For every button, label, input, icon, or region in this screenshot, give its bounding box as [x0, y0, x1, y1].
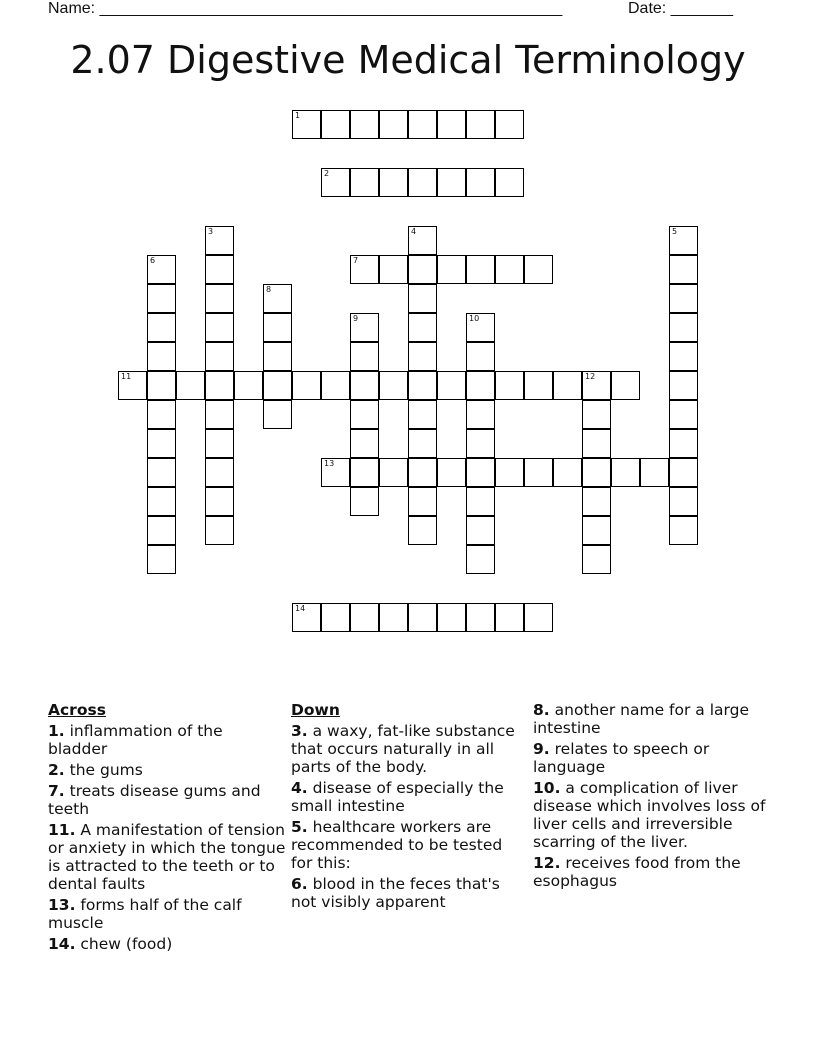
grid-cell[interactable]: [321, 603, 350, 632]
grid-cell[interactable]: [524, 603, 553, 632]
grid-cell[interactable]: [437, 255, 466, 284]
cell-number: 7: [353, 256, 359, 265]
grid-cell[interactable]: [205, 255, 234, 284]
clue-text: healthcare workers are recommended to be tested for this:: [291, 818, 503, 872]
grid-cell[interactable]: [205, 284, 234, 313]
grid-cell[interactable]: [466, 603, 495, 632]
clue-number: 1.: [48, 722, 65, 740]
grid-cell[interactable]: [205, 458, 234, 487]
cell-number: 3: [208, 227, 214, 236]
clue-number: 8.: [533, 701, 550, 719]
grid-cell[interactable]: [350, 400, 379, 429]
grid-cell[interactable]: [524, 371, 553, 400]
grid-cell[interactable]: [147, 371, 176, 400]
grid-cell[interactable]: [582, 516, 611, 545]
date-label: Date: _______: [628, 0, 733, 17]
grid-cell[interactable]: [205, 226, 234, 255]
grid-cell[interactable]: [466, 487, 495, 516]
cell-number: 9: [353, 314, 359, 323]
clue-down-8: [533, 701, 769, 737]
clue-across-14: [48, 935, 286, 953]
grid-cell[interactable]: [669, 458, 698, 487]
clue-down-4: [291, 779, 527, 815]
cell-number: 13: [324, 459, 335, 468]
grid-cell[interactable]: [379, 110, 408, 139]
grid-cell[interactable]: [582, 458, 611, 487]
grid-cell[interactable]: [466, 255, 495, 284]
grid-cell[interactable]: [263, 400, 292, 429]
grid-cell[interactable]: [205, 516, 234, 545]
clue-across-11: [48, 821, 286, 893]
cell-number: 14: [295, 604, 306, 613]
cell-number: 12: [585, 372, 596, 381]
cell-number: 11: [121, 372, 132, 381]
grid-cell[interactable]: [379, 603, 408, 632]
grid-cell[interactable]: [524, 255, 553, 284]
clue-text: the gums: [69, 761, 143, 779]
clue-text: a complication of liver disease which involves loss of liver cells and irreversible scarring of the liver.: [533, 779, 766, 851]
clue-down-12: [533, 854, 769, 890]
grid-cell[interactable]: [147, 313, 176, 342]
page-title: 2.07 Digestive Medical Terminology: [70, 38, 746, 82]
grid-cell[interactable]: [466, 458, 495, 487]
grid-cell[interactable]: [669, 342, 698, 371]
grid-cell[interactable]: [466, 400, 495, 429]
clue-across-2: [48, 761, 286, 779]
grid-cell[interactable]: [205, 313, 234, 342]
clue-text: disease of especially the small intestine: [291, 779, 504, 815]
grid-cell[interactable]: [437, 371, 466, 400]
grid-cell[interactable]: [495, 110, 524, 139]
across-clues: [48, 701, 286, 956]
clue-number: 4.: [291, 779, 308, 797]
clue-across-1: [48, 722, 286, 758]
grid-cell[interactable]: [466, 110, 495, 139]
grid-cell[interactable]: [205, 487, 234, 516]
grid-cell[interactable]: [669, 284, 698, 313]
grid-cell[interactable]: [350, 255, 379, 284]
grid-cell[interactable]: [350, 342, 379, 371]
grid-cell[interactable]: [466, 545, 495, 574]
clue-text: forms half of the calf muscle: [48, 896, 242, 932]
cell-number: 5: [672, 227, 678, 236]
grid-cell[interactable]: [582, 429, 611, 458]
grid-cell[interactable]: [379, 168, 408, 197]
grid-cell[interactable]: [582, 545, 611, 574]
grid-cell[interactable]: [205, 429, 234, 458]
grid-cell[interactable]: [495, 168, 524, 197]
grid-cell[interactable]: [408, 516, 437, 545]
down-clues: [291, 701, 527, 914]
cell-number: 10: [469, 314, 480, 323]
grid-cell[interactable]: [350, 487, 379, 516]
cell-number: 2: [324, 169, 330, 178]
grid-cell[interactable]: [466, 313, 495, 342]
grid-cell[interactable]: [466, 371, 495, 400]
grid-cell[interactable]: [466, 516, 495, 545]
clue-number: 9.: [533, 740, 550, 758]
grid-cell[interactable]: [408, 342, 437, 371]
cell-number: 6: [150, 256, 156, 265]
grid-cell[interactable]: [495, 371, 524, 400]
grid-cell[interactable]: [292, 110, 321, 139]
cell-number: 8: [266, 285, 272, 294]
grid-cell[interactable]: [408, 603, 437, 632]
grid-cell[interactable]: [408, 313, 437, 342]
clue-text: chew (food): [80, 935, 173, 953]
grid-cell[interactable]: [524, 458, 553, 487]
grid-cell[interactable]: [669, 516, 698, 545]
grid-cell[interactable]: [292, 371, 321, 400]
clue-number: 6.: [291, 875, 308, 893]
grid-cell[interactable]: [495, 255, 524, 284]
grid-cell[interactable]: [350, 458, 379, 487]
grid-cell[interactable]: [321, 458, 350, 487]
clue-text: receives food from the esophagus: [533, 854, 741, 890]
grid-cell[interactable]: [147, 545, 176, 574]
down-clues-continued: [533, 701, 769, 893]
clue-text: treats disease gums and teeth: [48, 782, 261, 818]
grid-cell[interactable]: [350, 603, 379, 632]
grid-cell[interactable]: [466, 168, 495, 197]
clue-text: another name for a large intestine: [533, 701, 749, 737]
grid-cell[interactable]: [263, 284, 292, 313]
grid-cell[interactable]: [437, 110, 466, 139]
clue-down-9: [533, 740, 769, 776]
grid-cell[interactable]: [205, 371, 234, 400]
clue-down-6: [291, 875, 527, 911]
grid-cell[interactable]: [147, 487, 176, 516]
grid-cell[interactable]: [582, 487, 611, 516]
grid-cell[interactable]: [147, 458, 176, 487]
grid-cell[interactable]: [553, 371, 582, 400]
clue-number: 14.: [48, 935, 76, 953]
grid-cell[interactable]: [495, 603, 524, 632]
cell-number: 1: [295, 111, 301, 120]
grid-cell[interactable]: [495, 458, 524, 487]
grid-cell[interactable]: [669, 313, 698, 342]
grid-cell[interactable]: [321, 110, 350, 139]
grid-cell[interactable]: [408, 168, 437, 197]
grid-cell[interactable]: [669, 371, 698, 400]
grid-cell[interactable]: [669, 255, 698, 284]
grid-cell[interactable]: [379, 371, 408, 400]
clue-number: 12.: [533, 854, 561, 872]
grid-cell[interactable]: [147, 284, 176, 313]
clue-text: blood in the feces that's not visibly apparent: [291, 875, 500, 911]
grid-cell[interactable]: [466, 429, 495, 458]
grid-cell[interactable]: [379, 255, 408, 284]
across-heading: Across: [48, 701, 106, 719]
clue-number: 10.: [533, 779, 561, 797]
grid-cell[interactable]: [582, 371, 611, 400]
grid-cell[interactable]: [263, 313, 292, 342]
down-heading: Down: [291, 701, 340, 719]
grid-cell[interactable]: [234, 371, 263, 400]
grid-cell[interactable]: [176, 371, 205, 400]
grid-cell[interactable]: [205, 342, 234, 371]
grid-cell[interactable]: [611, 371, 640, 400]
grid-cell[interactable]: [640, 458, 669, 487]
grid-cell[interactable]: [350, 371, 379, 400]
clue-number: 11.: [48, 821, 76, 839]
name-label: Name: ____________________________________________________: [48, 0, 563, 17]
clue-text: A manifestation of tension or anxiety in which the tongue is attracted to the teeth or to dental faults: [48, 821, 286, 893]
grid-cell[interactable]: [321, 371, 350, 400]
clue-down-5: [291, 818, 527, 872]
grid-cell[interactable]: [350, 429, 379, 458]
grid-cell[interactable]: [350, 168, 379, 197]
grid-cell[interactable]: [408, 400, 437, 429]
grid-cell[interactable]: [379, 458, 408, 487]
grid-cell[interactable]: [553, 458, 582, 487]
grid-cell[interactable]: [118, 371, 147, 400]
grid-cell[interactable]: [669, 226, 698, 255]
clue-number: 13.: [48, 896, 76, 914]
clue-text: a waxy, fat-like substance that occurs naturally in all parts of the body.: [291, 722, 515, 776]
grid-cell[interactable]: [408, 429, 437, 458]
clue-across-13: [48, 896, 286, 932]
grid-cell[interactable]: [350, 110, 379, 139]
grid-cell[interactable]: [582, 400, 611, 429]
grid-cell[interactable]: [466, 342, 495, 371]
grid-cell[interactable]: [147, 429, 176, 458]
grid-cell[interactable]: [408, 110, 437, 139]
clue-across-7: [48, 782, 286, 818]
grid-cell[interactable]: [292, 603, 321, 632]
clue-number: 3.: [291, 722, 308, 740]
clue-down-3: [291, 722, 527, 776]
grid-cell[interactable]: [437, 168, 466, 197]
grid-cell[interactable]: [147, 255, 176, 284]
grid-cell[interactable]: [408, 255, 437, 284]
grid-cell[interactable]: [408, 458, 437, 487]
grid-cell[interactable]: [669, 429, 698, 458]
grid-cell[interactable]: [669, 400, 698, 429]
grid-cell[interactable]: [263, 371, 292, 400]
clue-text: relates to speech or language: [533, 740, 710, 776]
grid-cell[interactable]: [350, 313, 379, 342]
clue-text: inflammation of the bladder: [48, 722, 223, 758]
grid-cell[interactable]: [669, 487, 698, 516]
clue-number: 7.: [48, 782, 65, 800]
grid-cell[interactable]: [408, 487, 437, 516]
grid-cell[interactable]: [408, 226, 437, 255]
clue-number: 2.: [48, 761, 65, 779]
grid-cell[interactable]: [408, 371, 437, 400]
cell-number: 4: [411, 227, 417, 236]
grid-cell[interactable]: [147, 516, 176, 545]
grid-cell[interactable]: [147, 400, 176, 429]
grid-cell[interactable]: [437, 458, 466, 487]
grid-cell[interactable]: [321, 168, 350, 197]
grid-cell[interactable]: [437, 603, 466, 632]
grid-cell[interactable]: [408, 284, 437, 313]
grid-cell[interactable]: [147, 342, 176, 371]
clue-number: 5.: [291, 818, 308, 836]
grid-cell[interactable]: [263, 342, 292, 371]
clue-down-10: [533, 779, 769, 851]
grid-cell[interactable]: [205, 400, 234, 429]
grid-cell[interactable]: [611, 458, 640, 487]
